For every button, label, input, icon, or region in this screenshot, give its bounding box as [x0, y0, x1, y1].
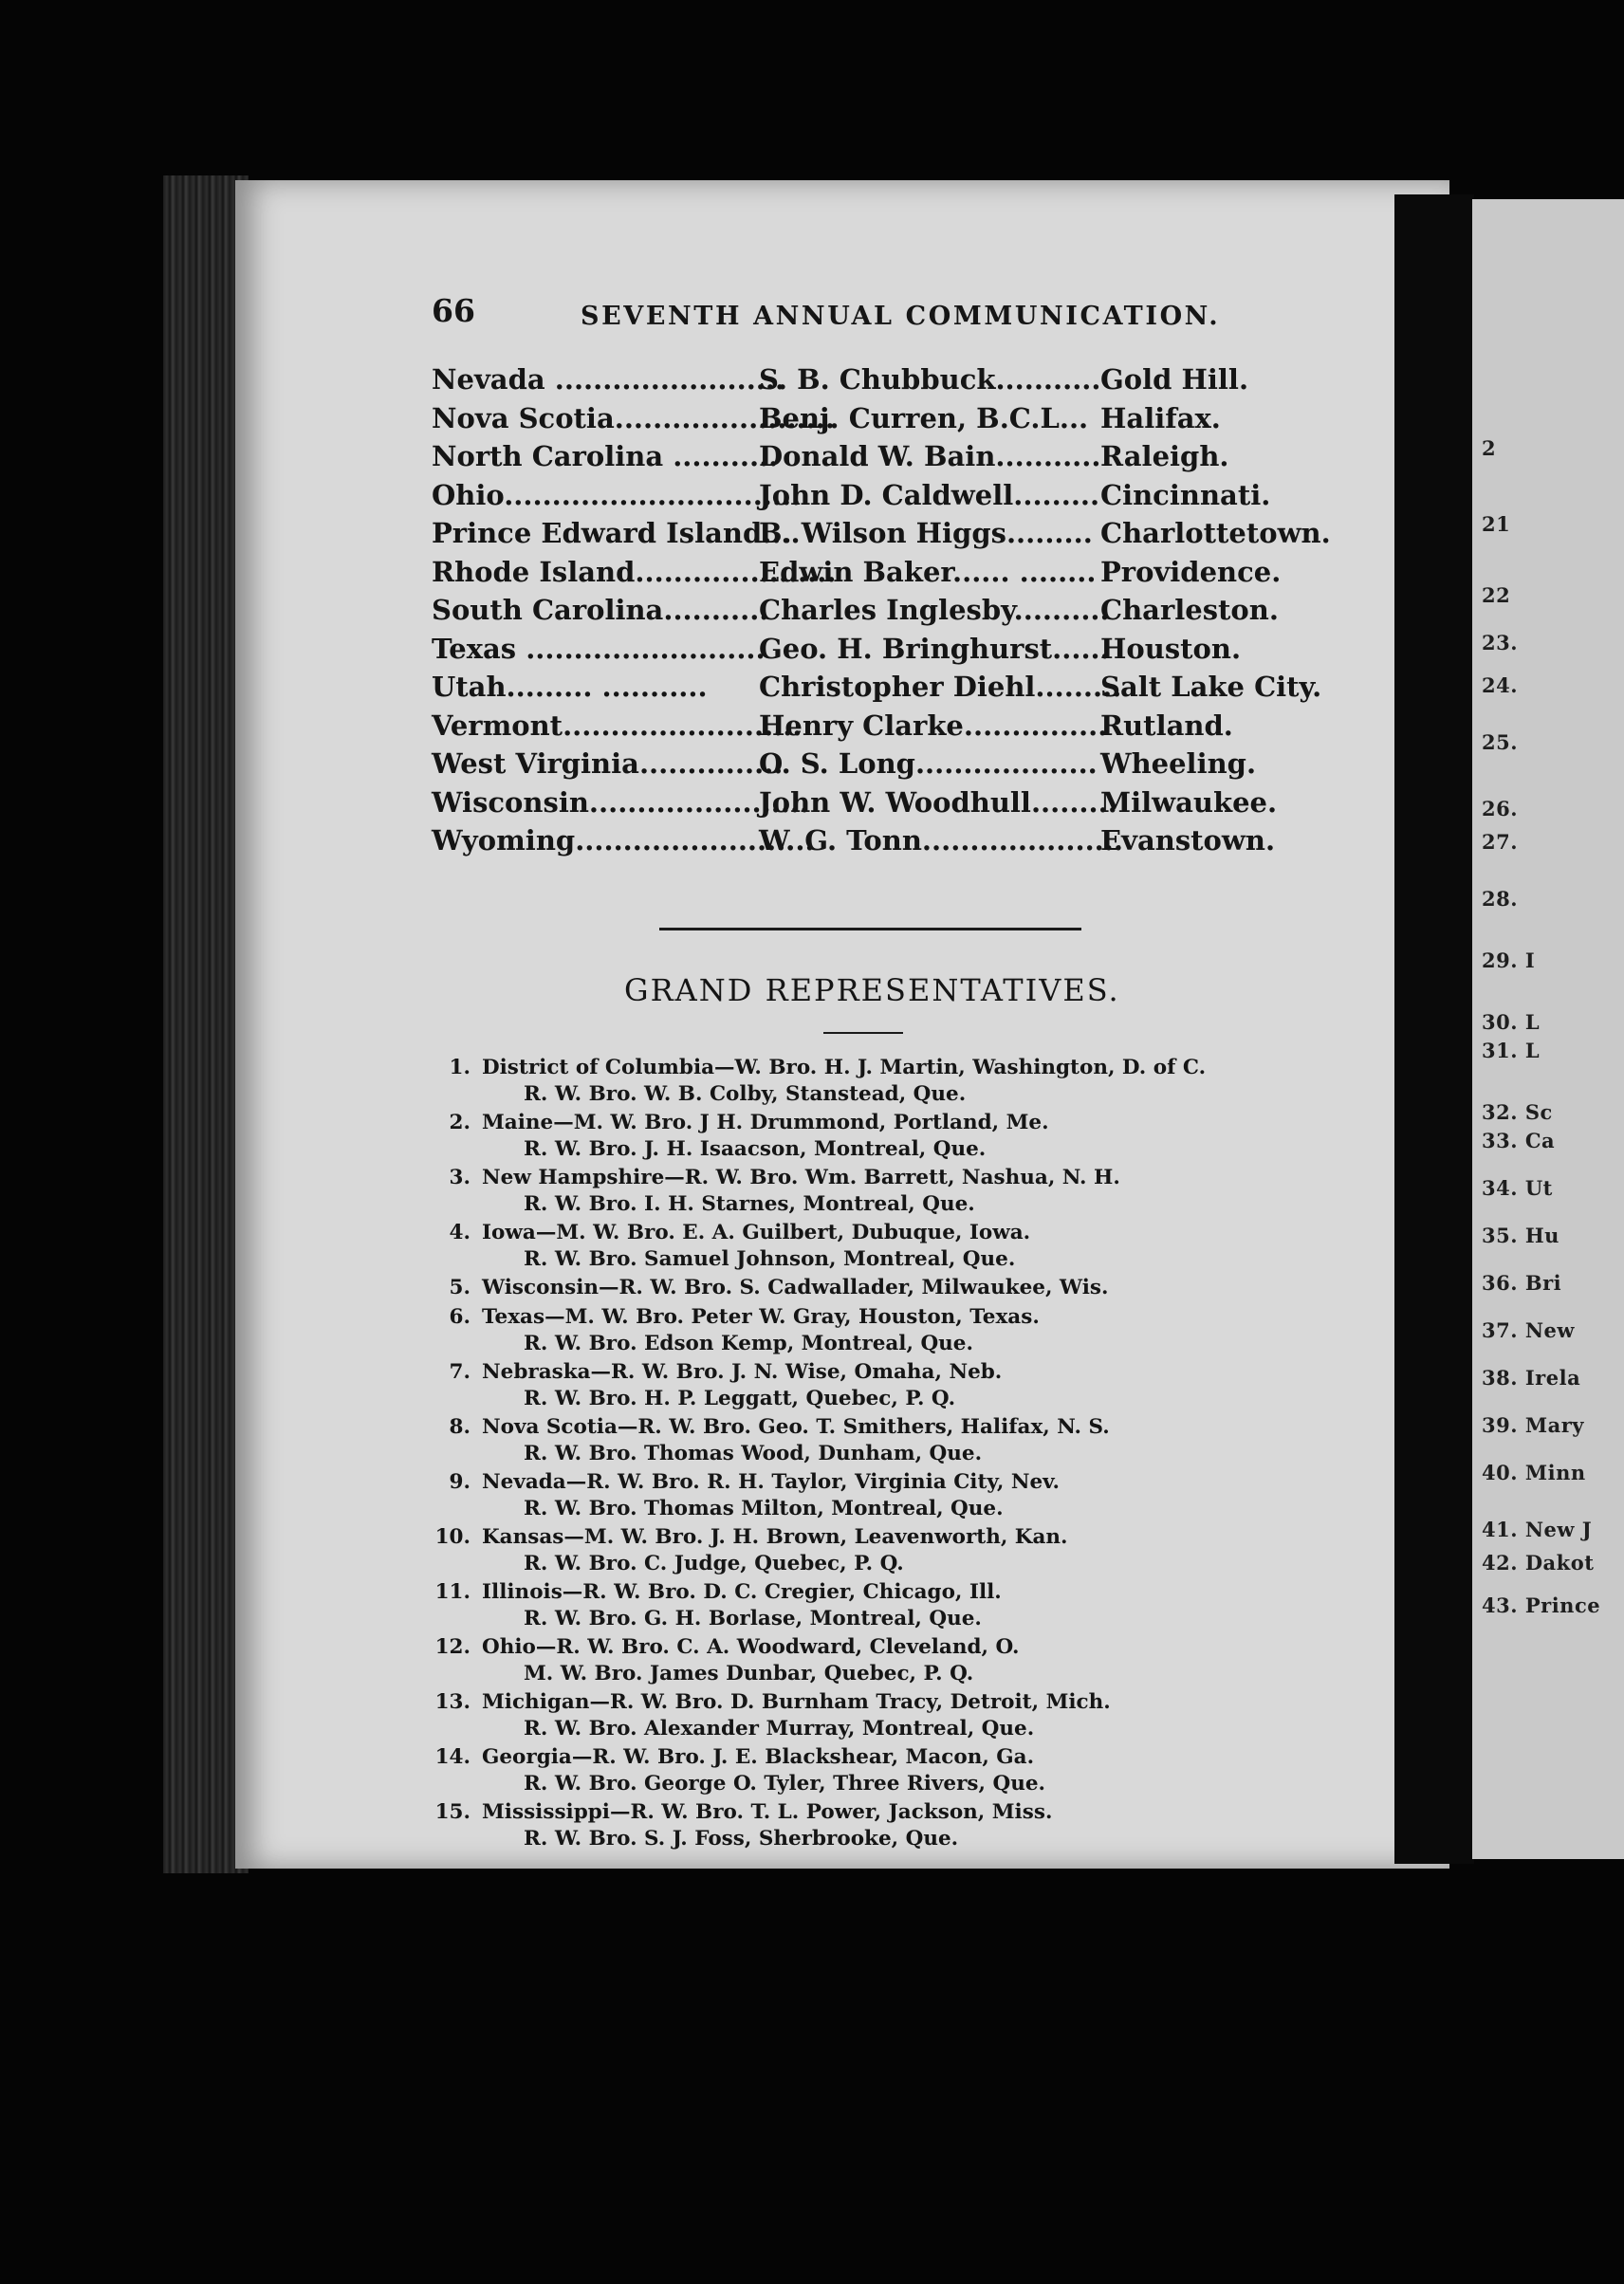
representative-entry: [417, 1470, 1252, 1522]
right-page-text-fragment: 2: [1482, 436, 1497, 460]
right-page-text-fragment: 25.: [1482, 730, 1519, 754]
right-page-text-fragment: 41. New J: [1482, 1518, 1593, 1541]
state-name: Prince Edward Island....: [432, 517, 801, 549]
right-page-text-fragment: 33. Ca: [1482, 1129, 1556, 1152]
secretary-name: Edwin Baker...... ........: [759, 555, 1097, 588]
right-page-text-fragment: 39. Mary: [1482, 1413, 1584, 1437]
secretary-name: S. B. Chubbuck...........: [759, 363, 1101, 396]
secretary-name: Donald W. Bain...........: [759, 440, 1101, 472]
entry-line-1: Nova Scotia—R. W. Bro. Geo. T. Smithers, Halifax, N. S.: [482, 1415, 1110, 1439]
state-name: Rhode Island.....................: [432, 555, 837, 588]
secretary-row: [432, 786, 1285, 825]
representatives-list: [417, 1053, 1252, 1852]
secretary-name: John D. Caldwell.........: [759, 478, 1100, 511]
city-name: Halifax.: [1100, 401, 1221, 434]
city-name: Rutland.: [1100, 709, 1233, 742]
entry-line-1: Illinois—R. W. Bro. D. C. Cregier, Chicago, Ill.: [482, 1580, 1002, 1604]
entry-number: 9.: [449, 1470, 471, 1494]
state-name: Ohio...............................: [432, 478, 802, 511]
secretary-row: [432, 440, 1285, 479]
city-name: Milwaukee.: [1100, 785, 1278, 819]
right-page-text-fragment: 34. Ut: [1482, 1176, 1553, 1200]
right-page-text-fragment: 22: [1482, 583, 1511, 607]
entry-line-2: R. W. Bro. C. Judge, Quebec, P. Q.: [524, 1552, 904, 1575]
city-name: Raleigh.: [1100, 440, 1229, 472]
entry-number: 6.: [449, 1305, 471, 1329]
entry-number: 1.: [449, 1056, 471, 1079]
right-page-text-fragment: 23.: [1482, 631, 1519, 654]
entry-line-1: Mississippi—R. W. Bro. T. L. Power, Jackson, Miss.: [482, 1800, 1053, 1824]
representative-entry: [417, 1305, 1252, 1357]
right-page-text-fragment: 28.: [1482, 887, 1519, 911]
representative-entry: [417, 1690, 1252, 1742]
secretary-name: Benj. Curren, B.C.L...: [759, 401, 1089, 434]
entry-line-1: Wisconsin—R. W. Bro. S. Cadwallader, Milwaukee, Wis.: [482, 1276, 1109, 1299]
entry-line-1: Georgia—R. W. Bro. J. E. Blackshear, Macon, Ga.: [482, 1745, 1035, 1769]
state-name: Wisconsin.......................: [432, 785, 810, 819]
entry-line-2: R. W. Bro. Samuel Johnson, Montreal, Que.: [524, 1247, 1016, 1271]
right-page-text-fragment: 38. Irela: [1482, 1366, 1581, 1390]
city-name: Gold Hill.: [1100, 363, 1249, 396]
secretary-row: [432, 517, 1331, 556]
city-name: Wheeling.: [1100, 747, 1257, 780]
city-name: Salt Lake City.: [1100, 671, 1322, 703]
grand-secretaries-list: [432, 363, 1331, 863]
entry-line-2: R. W. Bro. I. H. Starnes, Montreal, Que.: [524, 1192, 975, 1216]
right-page-text-fragment: 37. New: [1482, 1318, 1575, 1342]
entry-number: 8.: [449, 1415, 471, 1439]
title-underline: [823, 1032, 903, 1034]
right-page-text-fragment: 26.: [1482, 797, 1519, 820]
secretary-row: [432, 709, 1285, 748]
entry-line-2: R. W. Bro. Thomas Wood, Dunham, Que.: [524, 1442, 983, 1465]
representative-entry: [417, 1415, 1252, 1467]
entry-number: 12.: [434, 1635, 471, 1659]
entry-line-1: District of Columbia—W. Bro. H. J. Martin, Washington, D. of C.: [482, 1056, 1207, 1079]
right-page-text-fragment: 21: [1482, 512, 1511, 536]
entry-number: 7.: [449, 1360, 471, 1384]
secretary-name: Christopher Diehl.........: [759, 671, 1122, 703]
representative-entry: [417, 1056, 1252, 1108]
representative-entry: [417, 1745, 1252, 1797]
entry-line-2: R. W. Bro. Alexander Murray, Montreal, Que.: [524, 1717, 1035, 1741]
entry-number: 13.: [434, 1690, 471, 1714]
state-name: Nevada ........................: [432, 363, 785, 396]
entry-line-1: Texas—M. W. Bro. Peter W. Gray, Houston, Texas.: [482, 1305, 1040, 1329]
entry-line-2: R. W. Bro. George O. Tyler, Three Rivers, Que.: [524, 1772, 1046, 1796]
representative-entry: [417, 1111, 1252, 1163]
entry-line-1: Maine—M. W. Bro. J H. Drummond, Portland, Me.: [482, 1111, 1049, 1134]
secretary-name: Geo. H. Bringhurst......: [759, 632, 1110, 665]
entry-line-1: Michigan—R. W. Bro. D. Burnham Tracy, Detroit, Mich.: [482, 1690, 1111, 1714]
secretary-name: B. Wilson Higgs.........: [759, 517, 1093, 549]
right-page-text-fragment: 27.: [1482, 830, 1519, 854]
secretary-name: John W. Woodhull.........: [759, 785, 1117, 819]
secretary-row: [432, 594, 1285, 633]
secretary-row: [432, 556, 1285, 595]
secretary-name: Henry Clarke...............: [759, 709, 1108, 742]
entry-number: 2.: [449, 1111, 471, 1134]
section-divider: [659, 928, 1081, 930]
secretary-name: W. G. Tonn.....................: [759, 824, 1123, 856]
entry-line-2: R. W. Bro. Edson Kemp, Montreal, Que.: [524, 1332, 973, 1355]
right-page-text-fragment: 30. L: [1482, 1010, 1541, 1034]
secretary-name: O. S. Long...................: [759, 747, 1098, 780]
state-name: North Carolina ...........: [432, 440, 779, 472]
city-name: Houston.: [1100, 632, 1242, 665]
entry-line-1: Kansas—M. W. Bro. J. H. Brown, Leavenworth, Kan.: [482, 1525, 1068, 1549]
right-page-text-fragment: 42. Dakot: [1482, 1551, 1595, 1575]
state-name: Nova Scotia.......................: [432, 401, 835, 434]
secretary-row: [432, 363, 1285, 402]
right-page-text-fragment: 35. Hu: [1482, 1224, 1559, 1247]
right-page-text-fragment: 31. L: [1482, 1039, 1541, 1062]
secretary-row: [432, 671, 1322, 709]
representative-entry: [417, 1580, 1252, 1632]
right-page-text-fragment: 40. Minn: [1482, 1461, 1586, 1484]
right-page-fragment: [1472, 199, 1624, 1859]
entry-number: 5.: [449, 1276, 471, 1299]
city-name: Charleston.: [1100, 594, 1279, 626]
city-name: Cincinnati.: [1100, 478, 1271, 511]
entry-number: 15.: [434, 1800, 471, 1824]
right-page-text-fragment: 43. Prince: [1482, 1593, 1601, 1617]
entry-number: 3.: [449, 1166, 471, 1189]
entry-line-1: New Hampshire—R. W. Bro. Wm. Barrett, Nashua, N. H.: [482, 1166, 1120, 1189]
right-page-text-fragment: 36. Bri: [1482, 1271, 1562, 1295]
running-header: SEVENTH ANNUAL COMMUNICATION.: [581, 302, 1221, 331]
city-name: Evanstown.: [1100, 824, 1276, 856]
entry-line-1: Iowa—M. W. Bro. E. A. Guilbert, Dubuque, Iowa.: [482, 1221, 1031, 1244]
secretary-row: [432, 747, 1285, 786]
section-title: GRAND REPRESENTATIVES.: [624, 972, 1120, 1008]
book-gutter: [1394, 194, 1474, 1864]
representative-entry: [417, 1166, 1252, 1218]
entry-line-2: M. W. Bro. James Dunbar, Quebec, P. Q.: [524, 1662, 974, 1685]
secretary-row: [432, 402, 1285, 441]
secretary-name: Charles Inglesby..........: [759, 594, 1110, 626]
entry-line-2: R. W. Bro. S. J. Foss, Sherbrooke, Que.: [524, 1827, 959, 1851]
representative-entry: [417, 1360, 1252, 1412]
representative-entry: [417, 1221, 1252, 1273]
entry-number: 14.: [434, 1745, 471, 1769]
entry-line-1: Nevada—R. W. Bro. R. H. Taylor, Virginia City, Nev.: [482, 1470, 1060, 1494]
page-number: 66: [432, 292, 475, 329]
state-name: Vermont.........................: [432, 709, 803, 742]
right-page-text-fragment: 32. Sc: [1482, 1100, 1553, 1124]
entry-number: 4.: [449, 1221, 471, 1244]
state-name: Wyoming.........................: [432, 824, 815, 856]
representative-entry: [417, 1525, 1252, 1577]
entry-number: 10.: [434, 1525, 471, 1549]
entry-line-2: R. W. Bro. H. P. Leggatt, Quebec, P. Q.: [524, 1387, 956, 1410]
city-name: Charlottetown.: [1100, 517, 1331, 549]
representative-entry: [417, 1635, 1252, 1687]
state-name: Utah......... ...........: [432, 671, 708, 703]
state-name: South Carolina...........: [432, 594, 769, 626]
entry-line-1: Ohio—R. W. Bro. C. A. Woodward, Cleveland, O.: [482, 1635, 1020, 1659]
entry-line-1: Nebraska—R. W. Bro. J. N. Wise, Omaha, Neb.: [482, 1360, 1003, 1384]
secretary-row: [432, 824, 1285, 863]
right-page-text-fragment: 24.: [1482, 673, 1519, 697]
entry-line-2: R. W. Bro. Thomas Milton, Montreal, Que.: [524, 1497, 1004, 1520]
city-name: Providence.: [1100, 555, 1282, 588]
secretary-row: [432, 633, 1285, 672]
representative-entry: [417, 1276, 1252, 1302]
right-page-text-fragment: 29. I: [1482, 949, 1536, 972]
entry-line-2: R. W. Bro. J. H. Isaacson, Montreal, Que.: [524, 1137, 987, 1161]
secretary-row: [432, 479, 1285, 518]
representative-entry: [417, 1800, 1252, 1852]
state-name: Texas .........................: [432, 632, 766, 665]
entry-number: 11.: [434, 1580, 471, 1604]
entry-line-2: R. W. Bro. G. H. Borlase, Montreal, Que.: [524, 1607, 982, 1630]
entry-line-2: R. W. Bro. W. B. Colby, Stanstead, Que.: [524, 1082, 967, 1106]
state-name: West Virginia...............: [432, 747, 784, 780]
